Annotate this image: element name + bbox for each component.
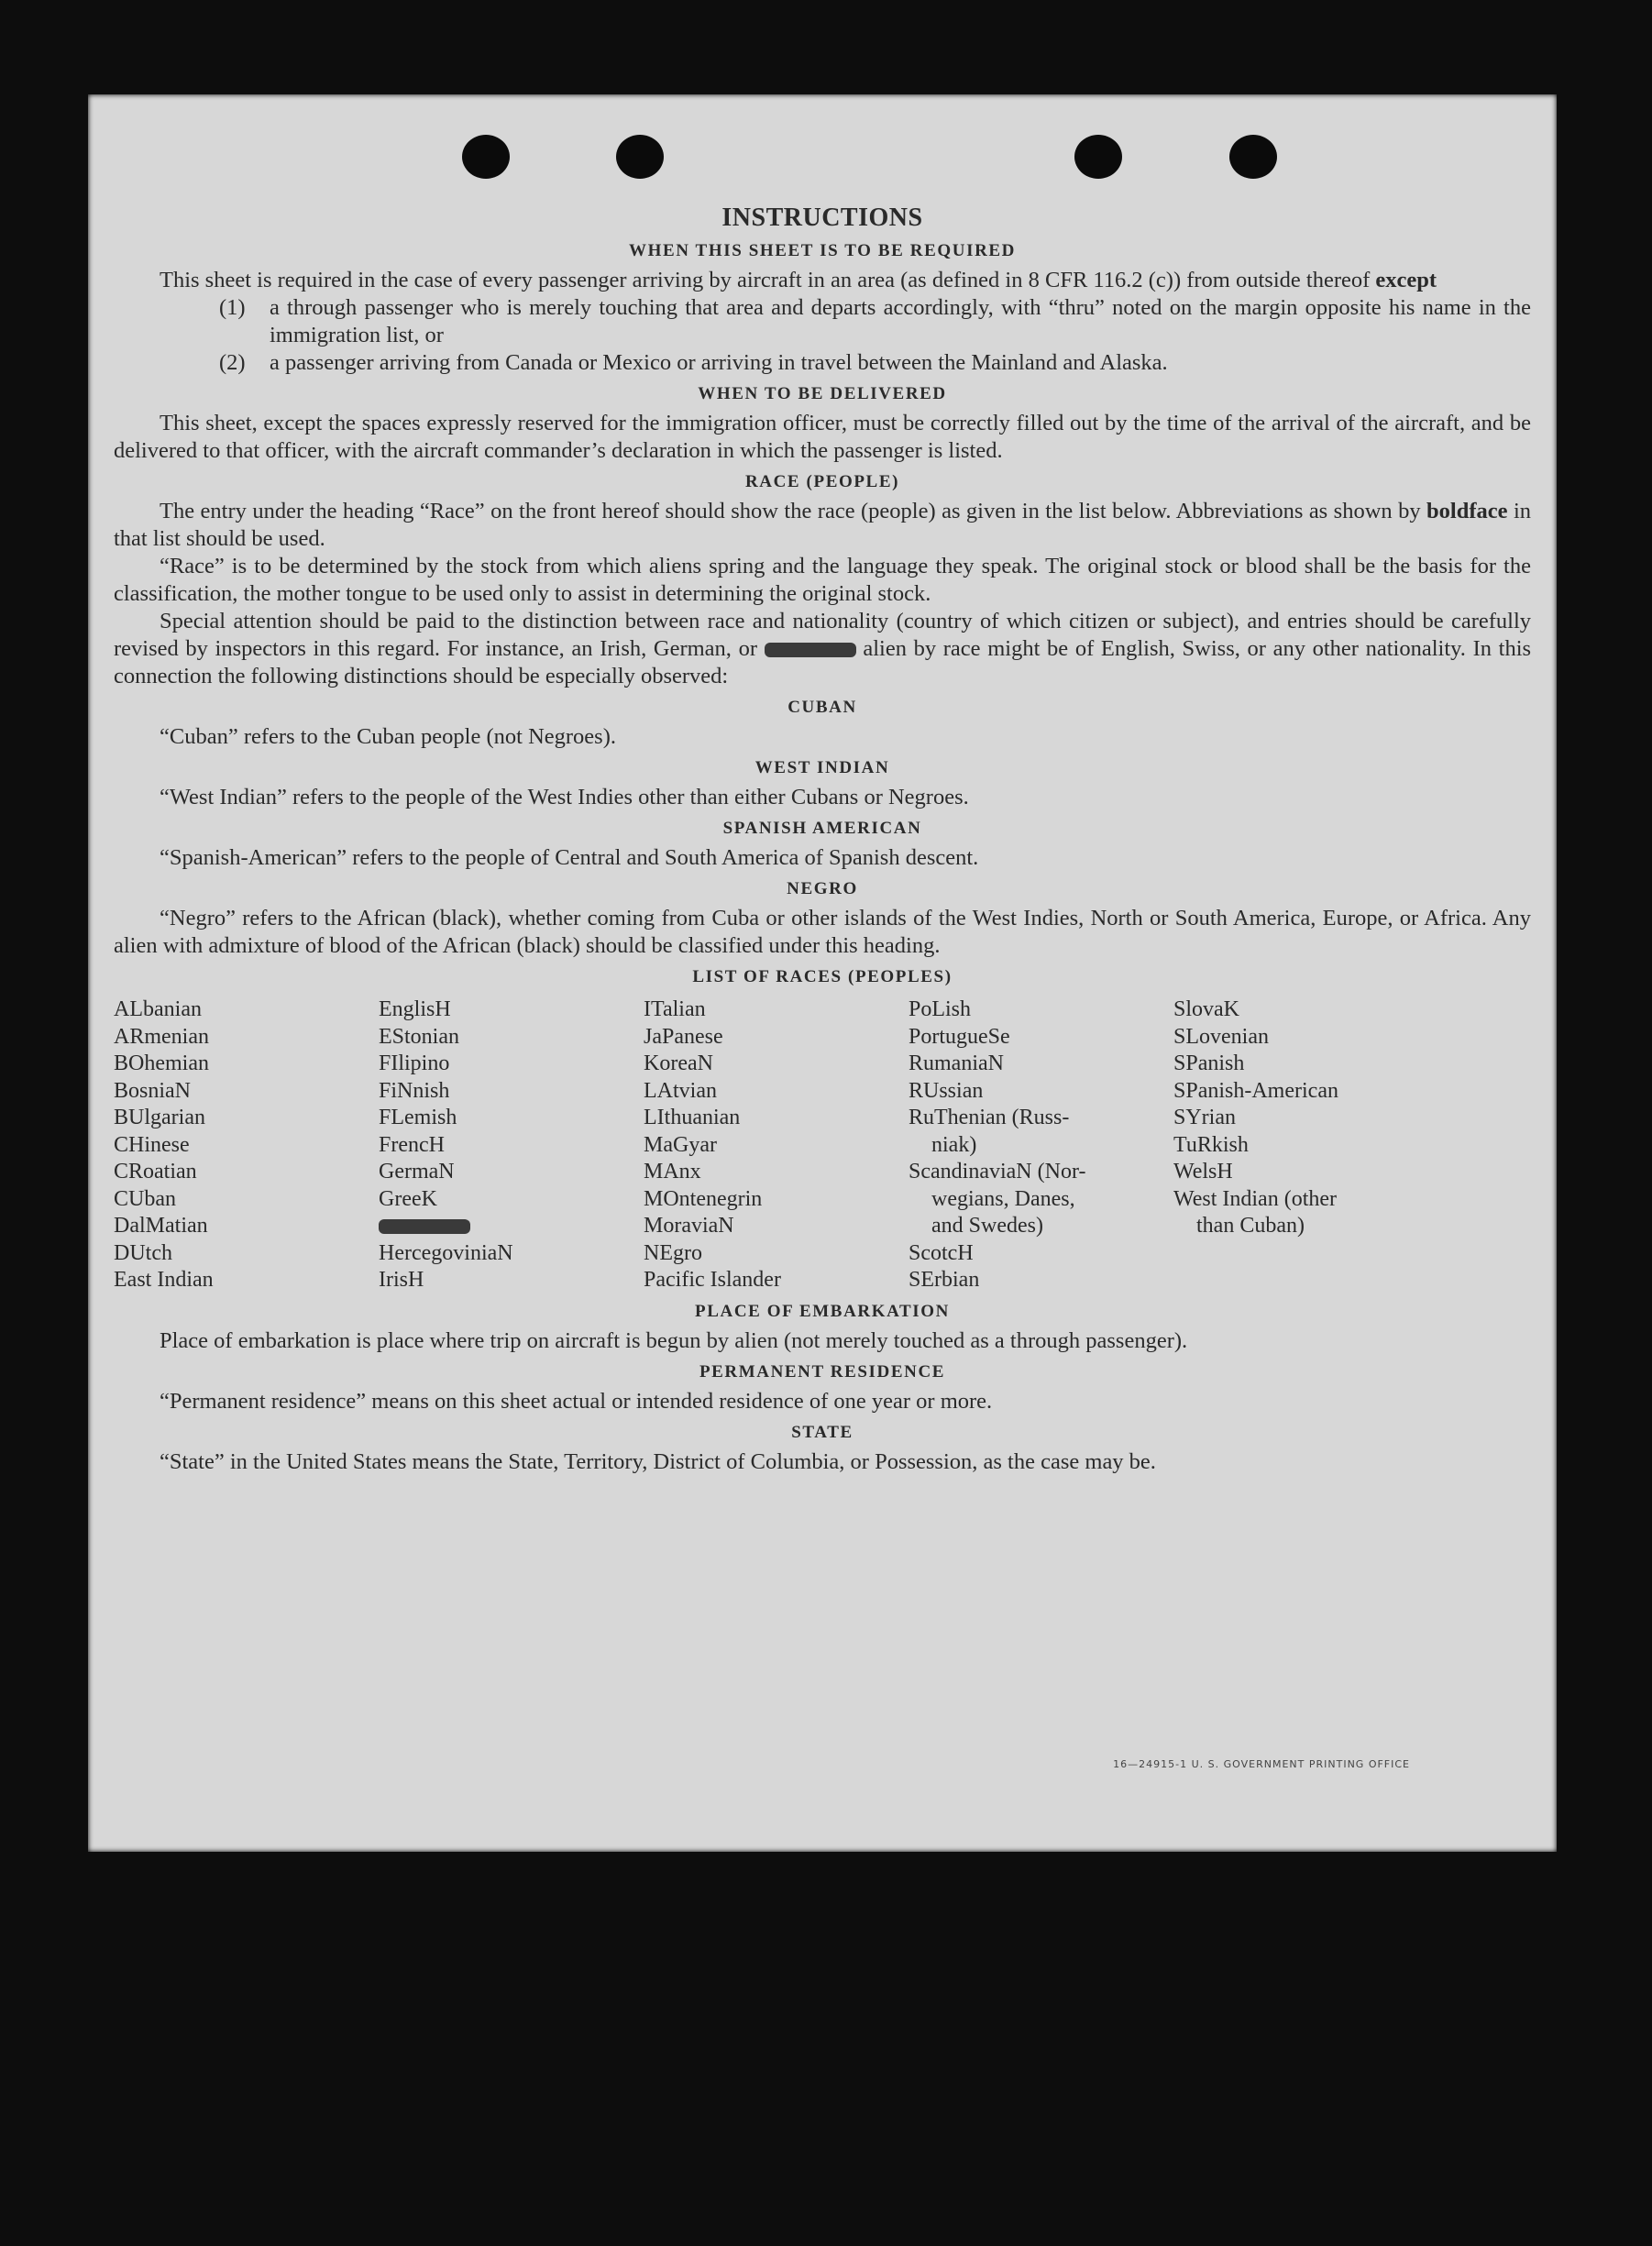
heading-list-of-races: LIST OF RACES (PEOPLES) bbox=[692, 967, 953, 986]
cuban-text: “Cuban” refers to the Cuban people (not Negroes). bbox=[160, 724, 616, 749]
race-paragraph-3: Special attention should be paid to the distinction between race and nationality (country of which citizen or subject), and entries should be carefully revised by inspectors in this regard. For instance, an Irish, German, or alien by race might be of English, Swiss, or any other nationality. In this connection the following distinctions should be especially observed: bbox=[114, 609, 1532, 688]
races-column: EnglisH EStonian FIlipino FiNnish FLemish FrencH GermaN GreeK HercegoviniaN IrisH bbox=[379, 997, 513, 1292]
heading-spanish-american: SPANISH AMERICAN bbox=[722, 819, 922, 838]
punch-hole bbox=[1229, 135, 1277, 179]
punch-hole bbox=[462, 135, 510, 179]
residence-text: “Permanent residence” means on this sheet actual or intended residence of one year or more. bbox=[160, 1388, 993, 1414]
race-paragraph-1: The entry under the heading “Race” on the front hereof should show the race (people) as given in the list below. Abbreviations as shown by boldface in that list should be used. bbox=[114, 499, 1532, 551]
printing-office-footer: 16—24915-1 U. S. GOVERNMENT PRINTING OFFICE bbox=[1113, 1758, 1410, 1770]
heading-cuban: CUBAN bbox=[787, 698, 857, 717]
redaction-mark bbox=[379, 1219, 470, 1234]
state-text: “State” in the United States means the State, Territory, District of Columbia, or Possession, as the case may be. bbox=[160, 1448, 1156, 1474]
negro-text: “Negro” refers to the African (black), whether coming from Cuba or other islands of the West Indies, North or South America, Europe, or Africa. Any alien with admixture of blood of the African (black) should be classified under this heading. bbox=[114, 906, 1531, 958]
races-column: ALbanian ARmenian BOhemian BosniaN BUlgarian CHinese CRoatian CUban DalMatian DUtch East Indian bbox=[114, 997, 214, 1292]
embarkation-text: Place of embarkation is place where trip on aircraft is begun by alien (not merely touched as a through passenger). bbox=[160, 1327, 1188, 1353]
document-page bbox=[88, 94, 1557, 1852]
when-delivered-text: This sheet, except the spaces expressly reserved for the immigration officer, must be correctly filled out by the time of the arrival of the aircraft, and be delivered to that officer, with the aircraft commander’s declaration in which the passenger is listed. bbox=[114, 411, 1531, 463]
races-list bbox=[114, 996, 1531, 1294]
heading-residence: PERMANENT RESIDENCE bbox=[699, 1361, 946, 1382]
list-item: (1) a through passenger who is merely touching that area and departs accordingly, with “thru” noted on the margin opposite his name in the immigration list, or bbox=[219, 295, 1531, 347]
races-column: ITalian JaPanese KoreaN LAtvian LIthuanian MaGyar MAnx MOntenegrin MoraviaN NEgro Pacific Islander bbox=[644, 997, 781, 1292]
races-column: PoLish PortugueSe RumaniaN RUssian RuThenian (Russ- niak) ScandinaviaN (Nor- wegians, Danes, and Swedes) ScotcH SErbian bbox=[909, 997, 1086, 1292]
races-column: SlovaK SLovenian SPanish SPanish-American SYrian TuRkish WelsH West Indian (other than Cuban) bbox=[1173, 997, 1338, 1238]
redaction-mark bbox=[765, 643, 856, 657]
when-required-text: This sheet is required in the case of every passenger arriving by aircraft in an area (as defined in 8 CFR 116.2 (c)) from outside thereof except bbox=[160, 268, 1437, 292]
heading-race: RACE (PEOPLE) bbox=[744, 472, 900, 491]
heading-when-required: WHEN THIS SHEET IS TO BE REQUIRED bbox=[628, 241, 1017, 260]
punch-hole bbox=[616, 135, 664, 179]
west-indian-text: “West Indian” refers to the people of the West Indies other than either Cubans or Negroes. bbox=[160, 785, 969, 809]
page-title: INSTRUCTIONS bbox=[721, 204, 923, 232]
heading-embarkation: PLACE OF EMBARKATION bbox=[695, 1301, 950, 1321]
instructions-content bbox=[114, 203, 1531, 1476]
heading-west-indian: WEST INDIAN bbox=[754, 758, 890, 777]
list-item: (2) a passenger arriving from Canada or Mexico or arriving in travel between the Mainland and Alaska. bbox=[219, 350, 1168, 375]
punch-hole bbox=[1074, 135, 1122, 179]
race-paragraph-2: “Race” is to be determined by the stock from which aliens spring and the language they speak. The original stock or blood shall be the basis for the classification, the mother tongue to be used only to assist in determining the original stock. bbox=[114, 554, 1531, 606]
spanish-american-text: “Spanish-American” refers to the people of Central and South America of Spanish descent. bbox=[160, 845, 979, 870]
heading-state: STATE bbox=[791, 1422, 854, 1442]
heading-negro: NEGRO bbox=[787, 879, 858, 898]
heading-when-delivered: WHEN TO BE DELIVERED bbox=[698, 384, 947, 403]
